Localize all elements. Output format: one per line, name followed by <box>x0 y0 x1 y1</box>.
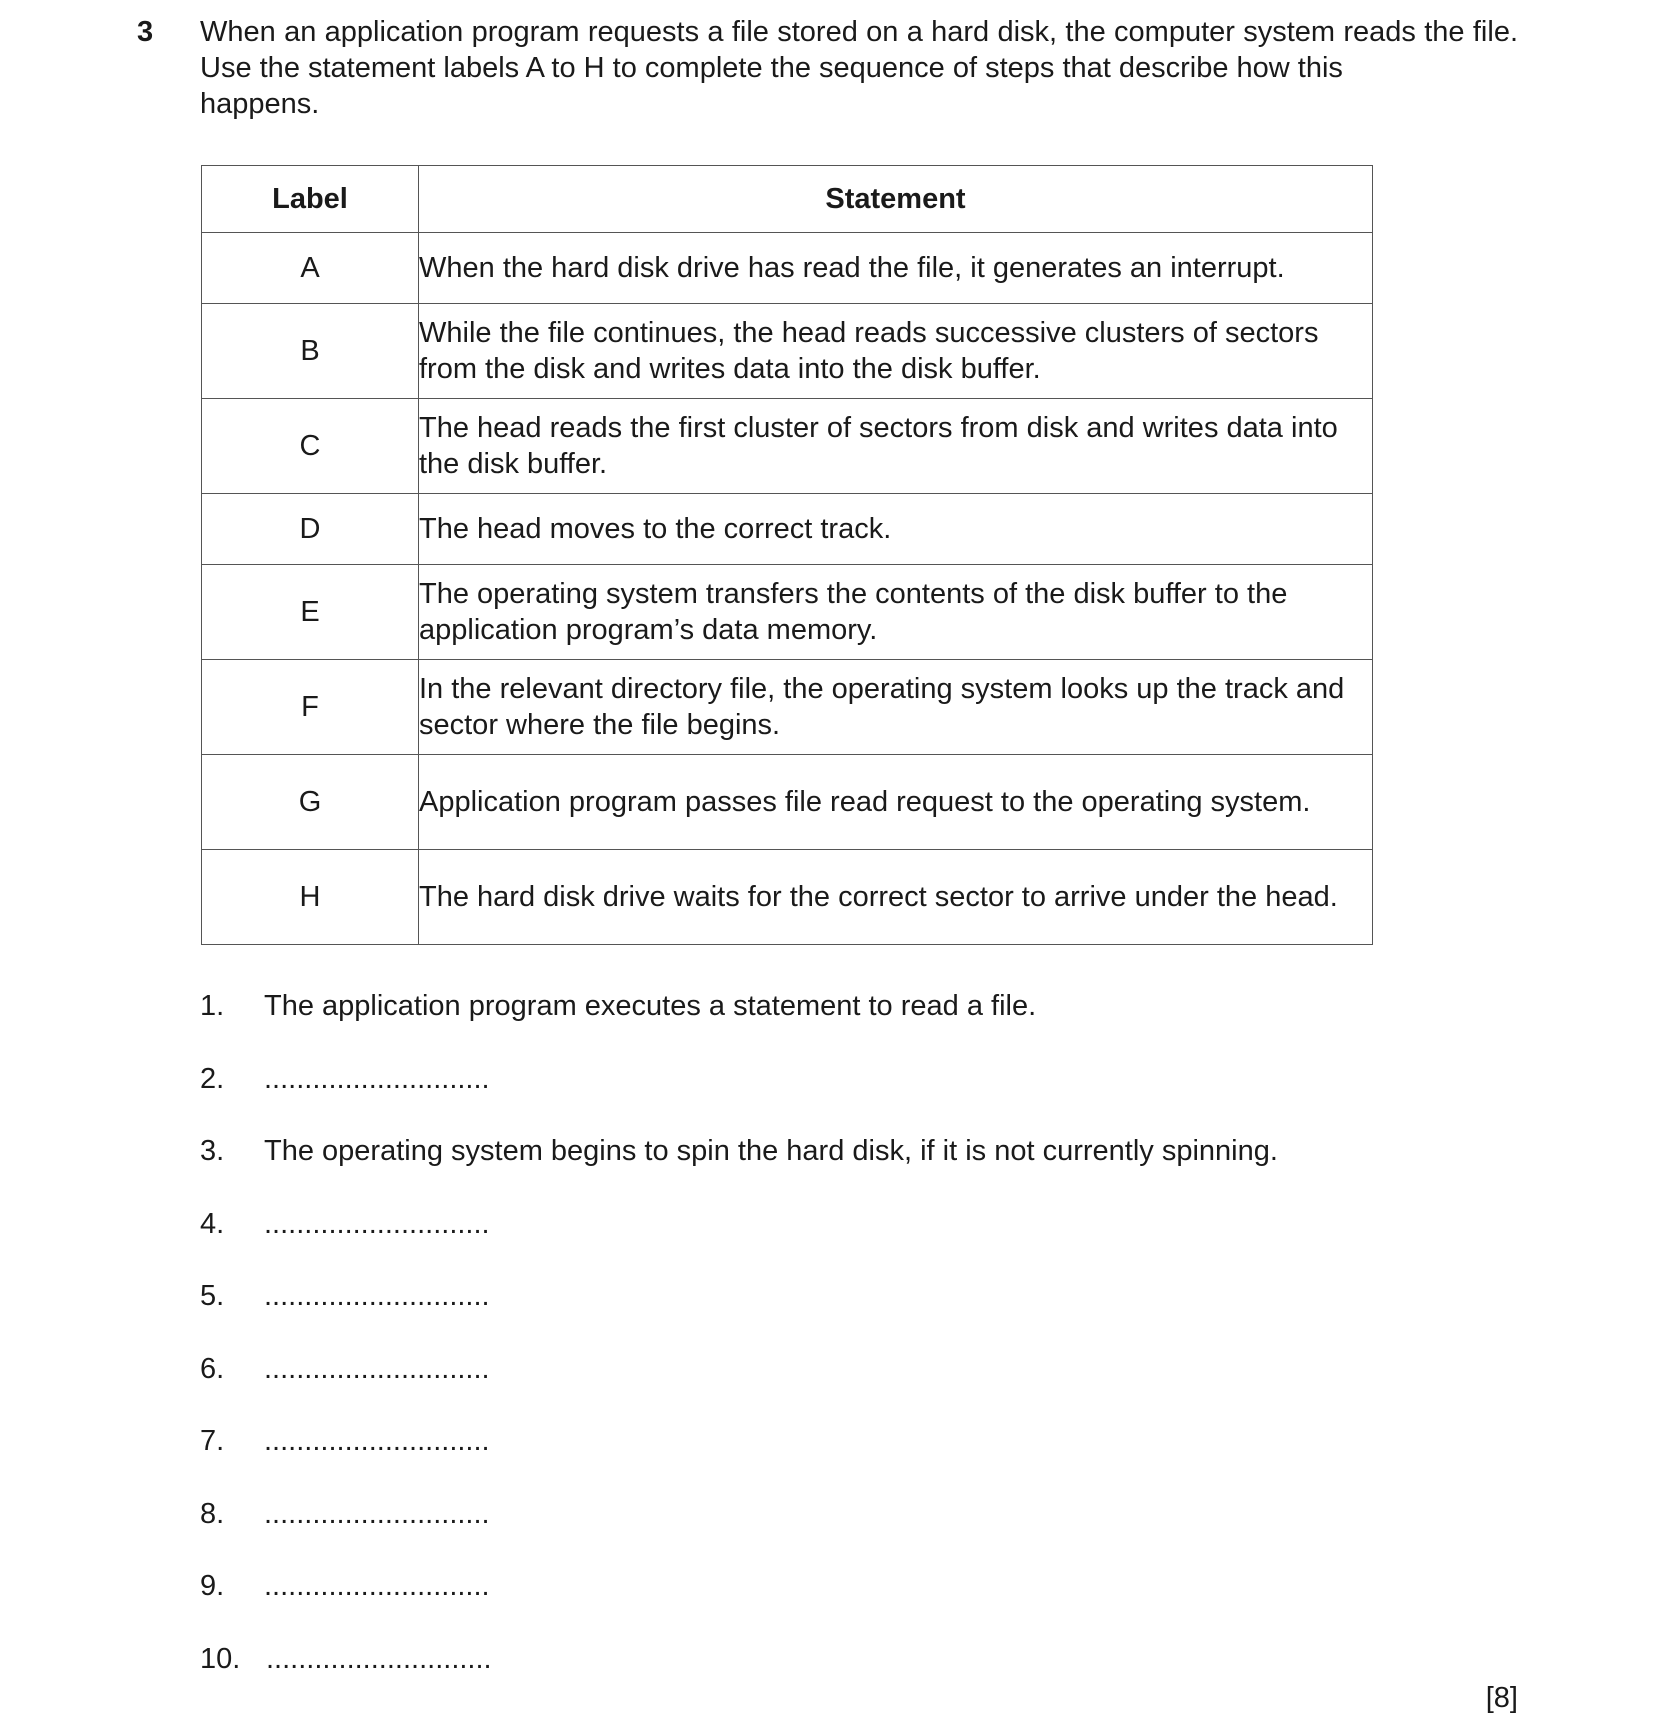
table-row <box>202 494 1373 565</box>
step-number: 10. <box>200 1642 241 1675</box>
step-number: 2. <box>200 1062 225 1095</box>
answer-blank[interactable]: ............................ <box>264 1425 490 1457</box>
row-label: C <box>202 399 419 494</box>
answer-blank[interactable]: ............................ <box>264 1497 490 1530</box>
step-text: The application program executes a statement to read a file. <box>264 990 1037 1022</box>
statements-table <box>201 165 1373 945</box>
step-number: 7. <box>200 1425 225 1457</box>
answer-blank[interactable]: ............................ <box>264 1570 490 1602</box>
step-item <box>200 1351 1278 1424</box>
step-item <box>200 1496 1278 1569</box>
row-statement: When the hard disk drive has read the file, it generates an interrupt. <box>419 233 1373 304</box>
step-item <box>200 1641 1278 1714</box>
table-row <box>202 660 1373 755</box>
row-statement: The head reads the first cluster of sectors from disk and writes data into the disk buffer. <box>419 399 1373 494</box>
answer-blank[interactable]: ............................ <box>264 1062 490 1095</box>
marks-allocation: [8] <box>1485 1682 1518 1714</box>
question-text-line-3: happens. <box>200 88 320 120</box>
question-number: 3 <box>137 16 154 48</box>
step-number: 5. <box>200 1280 225 1312</box>
step-item <box>200 1278 1278 1351</box>
step-number: 9. <box>200 1570 225 1602</box>
step-item <box>200 1206 1278 1279</box>
header-statement: Statement <box>419 166 1373 233</box>
row-label: F <box>202 660 419 755</box>
table-row <box>202 565 1373 660</box>
row-statement: The head moves to the correct track. <box>419 494 1373 565</box>
row-statement: The operating system transfers the contents of the disk buffer to the application program’s data memory. <box>419 565 1373 660</box>
question-text <box>200 14 1518 122</box>
answer-blank[interactable]: ............................ <box>266 1642 492 1675</box>
row-label: G <box>202 755 419 850</box>
row-label: D <box>202 494 419 565</box>
row-statement: While the file continues, the head reads successive clusters of sectors from the disk and writes data into the disk buffer. <box>419 304 1373 399</box>
step-number: 4. <box>200 1207 225 1240</box>
step-item <box>200 1568 1278 1641</box>
header-label: Label <box>202 166 419 233</box>
row-label: E <box>202 565 419 660</box>
answer-blank[interactable]: ............................ <box>264 1207 490 1240</box>
row-label: A <box>202 233 419 304</box>
step-number: 1. <box>200 990 225 1022</box>
table-row <box>202 399 1373 494</box>
question-text-line-2: the file. Use the statement labels A to H to complete the sequence of steps that describe how this <box>200 16 1518 84</box>
answer-blank[interactable]: ............................ <box>264 1352 490 1385</box>
step-number: 3. <box>200 1135 225 1167</box>
step-item <box>200 1061 1278 1134</box>
table-row <box>202 850 1373 945</box>
question-text-line-1: When an application program requests a file stored on a hard disk, the computer system reads <box>200 16 1416 48</box>
sequence-steps <box>200 988 1278 1713</box>
table-row <box>202 233 1373 304</box>
row-statement: In the relevant directory file, the operating system looks up the track and sector where the file begins. <box>419 660 1373 755</box>
row-label: H <box>202 850 419 945</box>
row-statement: The hard disk drive waits for the correct sector to arrive under the head. <box>419 850 1373 945</box>
step-number: 8. <box>200 1497 225 1530</box>
row-label: B <box>202 304 419 399</box>
step-text: The operating system begins to spin the hard disk, if it is not currently spinning. <box>264 1135 1278 1167</box>
table-row <box>202 304 1373 399</box>
step-item <box>200 988 1278 1061</box>
table-row <box>202 755 1373 850</box>
step-item <box>200 1133 1278 1206</box>
answer-blank[interactable]: ............................ <box>264 1280 490 1312</box>
step-item <box>200 1423 1278 1496</box>
row-statement: Application program passes file read request to the operating system. <box>419 755 1373 850</box>
step-number: 6. <box>200 1352 225 1385</box>
table-header-row <box>202 166 1373 233</box>
